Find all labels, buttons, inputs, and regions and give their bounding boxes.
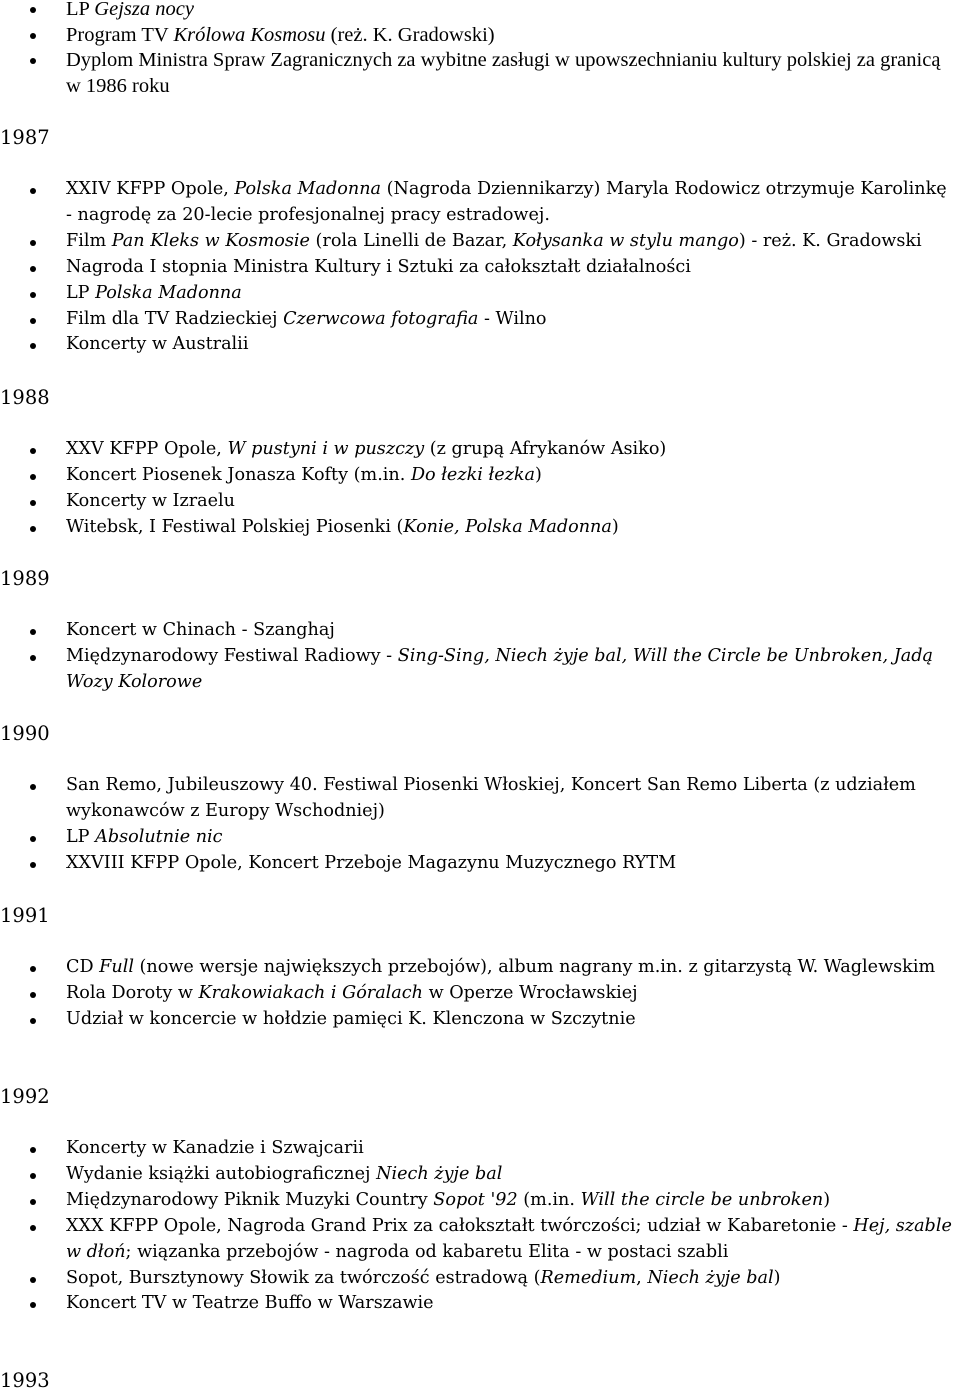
item-text: Międzynarodowy Festiwal Radiowy -: [66, 645, 398, 666]
events-list-1989: [0, 618, 958, 696]
italic-title: Sopot '92: [433, 1189, 518, 1210]
list-item: [0, 1136, 958, 1162]
list-item: [0, 1266, 958, 1292]
italic-title: Full: [99, 957, 134, 977]
list-item: [0, 463, 958, 489]
italic-title: Czerwcowa fotografia: [283, 308, 479, 329]
item-text: Udział w koncercie w hołdzie pamięci K. Klenczona w Szczytnie: [66, 1008, 636, 1029]
list-item: [0, 1291, 958, 1317]
year-heading-1991: 1991: [0, 904, 50, 927]
italic-title: Konie, Polska Madonna: [403, 516, 612, 537]
events-list-1991: [0, 955, 958, 1033]
item-text: (m.in.: [517, 1189, 581, 1210]
italic-title: Remedium: [540, 1267, 637, 1288]
list-item: [0, 177, 958, 229]
italic-title: Kołysanka w stylu mango: [512, 230, 739, 251]
italic-title: Polska Madonna: [95, 282, 242, 303]
list-item: [0, 515, 958, 541]
item-text: Witebsk, I Festiwal Polskiej Piosenki (: [66, 516, 404, 537]
events-list-1992: [0, 1136, 958, 1317]
item-text: (rola Linelli de Bazar,: [309, 230, 513, 251]
list-item: [0, 1214, 958, 1266]
italic-title: Niech żyje bal: [376, 1163, 503, 1184]
item-text: ) - reż. K. Gradowski: [738, 230, 922, 251]
item-text: Nagroda I stopnia Ministra Kultury i Sztuki za całokształt działalności: [66, 256, 691, 277]
item-text: ): [773, 1267, 781, 1288]
item-text: Sopot, Bursztynowy Słowik za twórczość estradową (: [66, 1267, 541, 1288]
item-text: Koncerty w Kanadzie i Szwajcarii: [66, 1138, 364, 1158]
item-text: ; wiązanka przebojów - nagroda od kabaretu Elita - w postaci szabli: [125, 1241, 729, 1262]
italic-title: Do łezki łezka: [410, 464, 536, 485]
list-item: [0, 773, 958, 825]
list-item: [0, 644, 958, 696]
item-text: ): [823, 1189, 831, 1210]
year-heading-1988: 1988: [0, 386, 50, 409]
item-text: XXV KFPP Opole,: [66, 439, 228, 459]
list-item: [0, 618, 958, 644]
events-list-1987: [0, 177, 958, 358]
list-item: [0, 489, 958, 515]
year-heading-1993: 1993: [0, 1369, 50, 1392]
item-text: Koncert w Chinach - Szanghaj: [66, 620, 335, 640]
list-item: [0, 281, 958, 307]
item-text: LP: [66, 826, 96, 847]
list-item: [0, 332, 958, 358]
item-text: Koncert TV w Teatrze Buffo w Warszawie: [66, 1293, 434, 1314]
item-text: Koncert Piosenek Jonasza Kofty (m.in.: [66, 464, 411, 485]
item-text: - Wilno: [478, 308, 547, 329]
year-heading-1992: 1992: [0, 1085, 50, 1108]
year-heading-1990: 1990: [0, 722, 50, 745]
italic-title: Will the circle be unbroken: [580, 1189, 824, 1210]
year-heading-1987: 1987: [0, 126, 50, 149]
item-text: (z grupą Afrykanów Asiko): [424, 439, 667, 459]
item-text: LP: [66, 282, 96, 303]
italic-title: Pan Kleks w Kosmosie: [111, 230, 310, 251]
item-text: Międzynarodowy Piknik Muzyki Country: [66, 1189, 434, 1210]
list-item: [0, 1007, 958, 1033]
item-text: Koncerty w Australii: [66, 334, 249, 355]
list-item: [0, 437, 958, 463]
year-heading-1989: 1989: [0, 567, 50, 590]
list-item: [0, 229, 958, 255]
italic-title: Hej, szable: [853, 1215, 952, 1236]
item-text: ): [611, 516, 619, 537]
item-text: Rola Doroty w: [66, 982, 199, 1003]
italic-title: Niech żyje bal: [647, 1267, 774, 1288]
item-text: Koncerty w Izraelu: [66, 490, 236, 511]
item-text: (nowe wersje największych przebojów), album nagrany m.in. z gitarzystą W. Waglewskim: [133, 957, 936, 977]
list-item: [0, 1162, 958, 1188]
item-text: Dyplom Ministra Spraw Zagranicznych za wybitne zasługi w upowszechnianiu kultury polskiej za granicą w 1986 roku: [66, 49, 941, 97]
item-text: ): [535, 464, 542, 485]
events-list-1990: [0, 773, 958, 877]
list-item: [0, 307, 958, 333]
item-text: XXIV KFPP Opole,: [66, 179, 235, 199]
list-item: [0, 0, 958, 23]
item-text: XXX KFPP Opole, Nagroda Grand Prix za całokształt twórczości; udział w Kabaretonie -: [66, 1215, 854, 1236]
italic-title: w dłoń: [66, 1241, 126, 1262]
list-item: [0, 48, 958, 99]
item-text: (reż. K. Gradowski): [325, 23, 495, 46]
list-item: [0, 23, 958, 49]
list-item: [0, 851, 958, 877]
list-item: [0, 255, 958, 281]
list-item: [0, 981, 958, 1007]
item-text: w Operze Wrocławskiej: [422, 982, 638, 1003]
item-text: LP: [66, 0, 95, 20]
events-list-1988: [0, 437, 958, 541]
item-text: Film: [66, 230, 112, 251]
italic-title: Gejsza nocy: [94, 0, 194, 20]
item-text: Program TV: [66, 23, 174, 46]
italic-title: Krakowiakach i Góralach: [198, 982, 423, 1003]
italic-title: Sing-Sing, Niech żyje bal, Will the Circle be Unbroken, Jadą Wozy Kolorowe: [66, 645, 934, 692]
italic-title: Polska Madonna: [234, 179, 382, 199]
item-text: Wydanie książki autobiograficznej: [66, 1163, 377, 1184]
item-text: ,: [636, 1267, 648, 1288]
item-text: San Remo, Jubileuszowy 40. Festiwal Piosenki Włoskiej, Koncert San Remo Liberta (z udziałem wykonawców z Europy Wschodniej): [66, 775, 916, 821]
italic-title: Absolutnie nic: [95, 826, 223, 847]
list-item: [0, 955, 958, 981]
item-text: CD: [66, 957, 100, 977]
italic-title: Królowa Kosmosu: [173, 23, 326, 46]
item-text: XXVIII KFPP Opole, Koncert Przeboje Magazynu Muzycznego RYTM: [66, 852, 677, 873]
italic-title: W pustyni i w puszczy: [227, 439, 425, 459]
item-text: Film dla TV Radzieckiej: [66, 308, 284, 329]
list-item: [0, 825, 958, 851]
list-item: [0, 1188, 958, 1214]
intro-list: [0, 0, 958, 99]
item-text: (Nagroda Dziennikarzy) Maryla Rodowicz otrzymuje Karolinkę - nagrodę za 20-lecie profesjonalnej pracy estradowej.: [66, 179, 947, 225]
